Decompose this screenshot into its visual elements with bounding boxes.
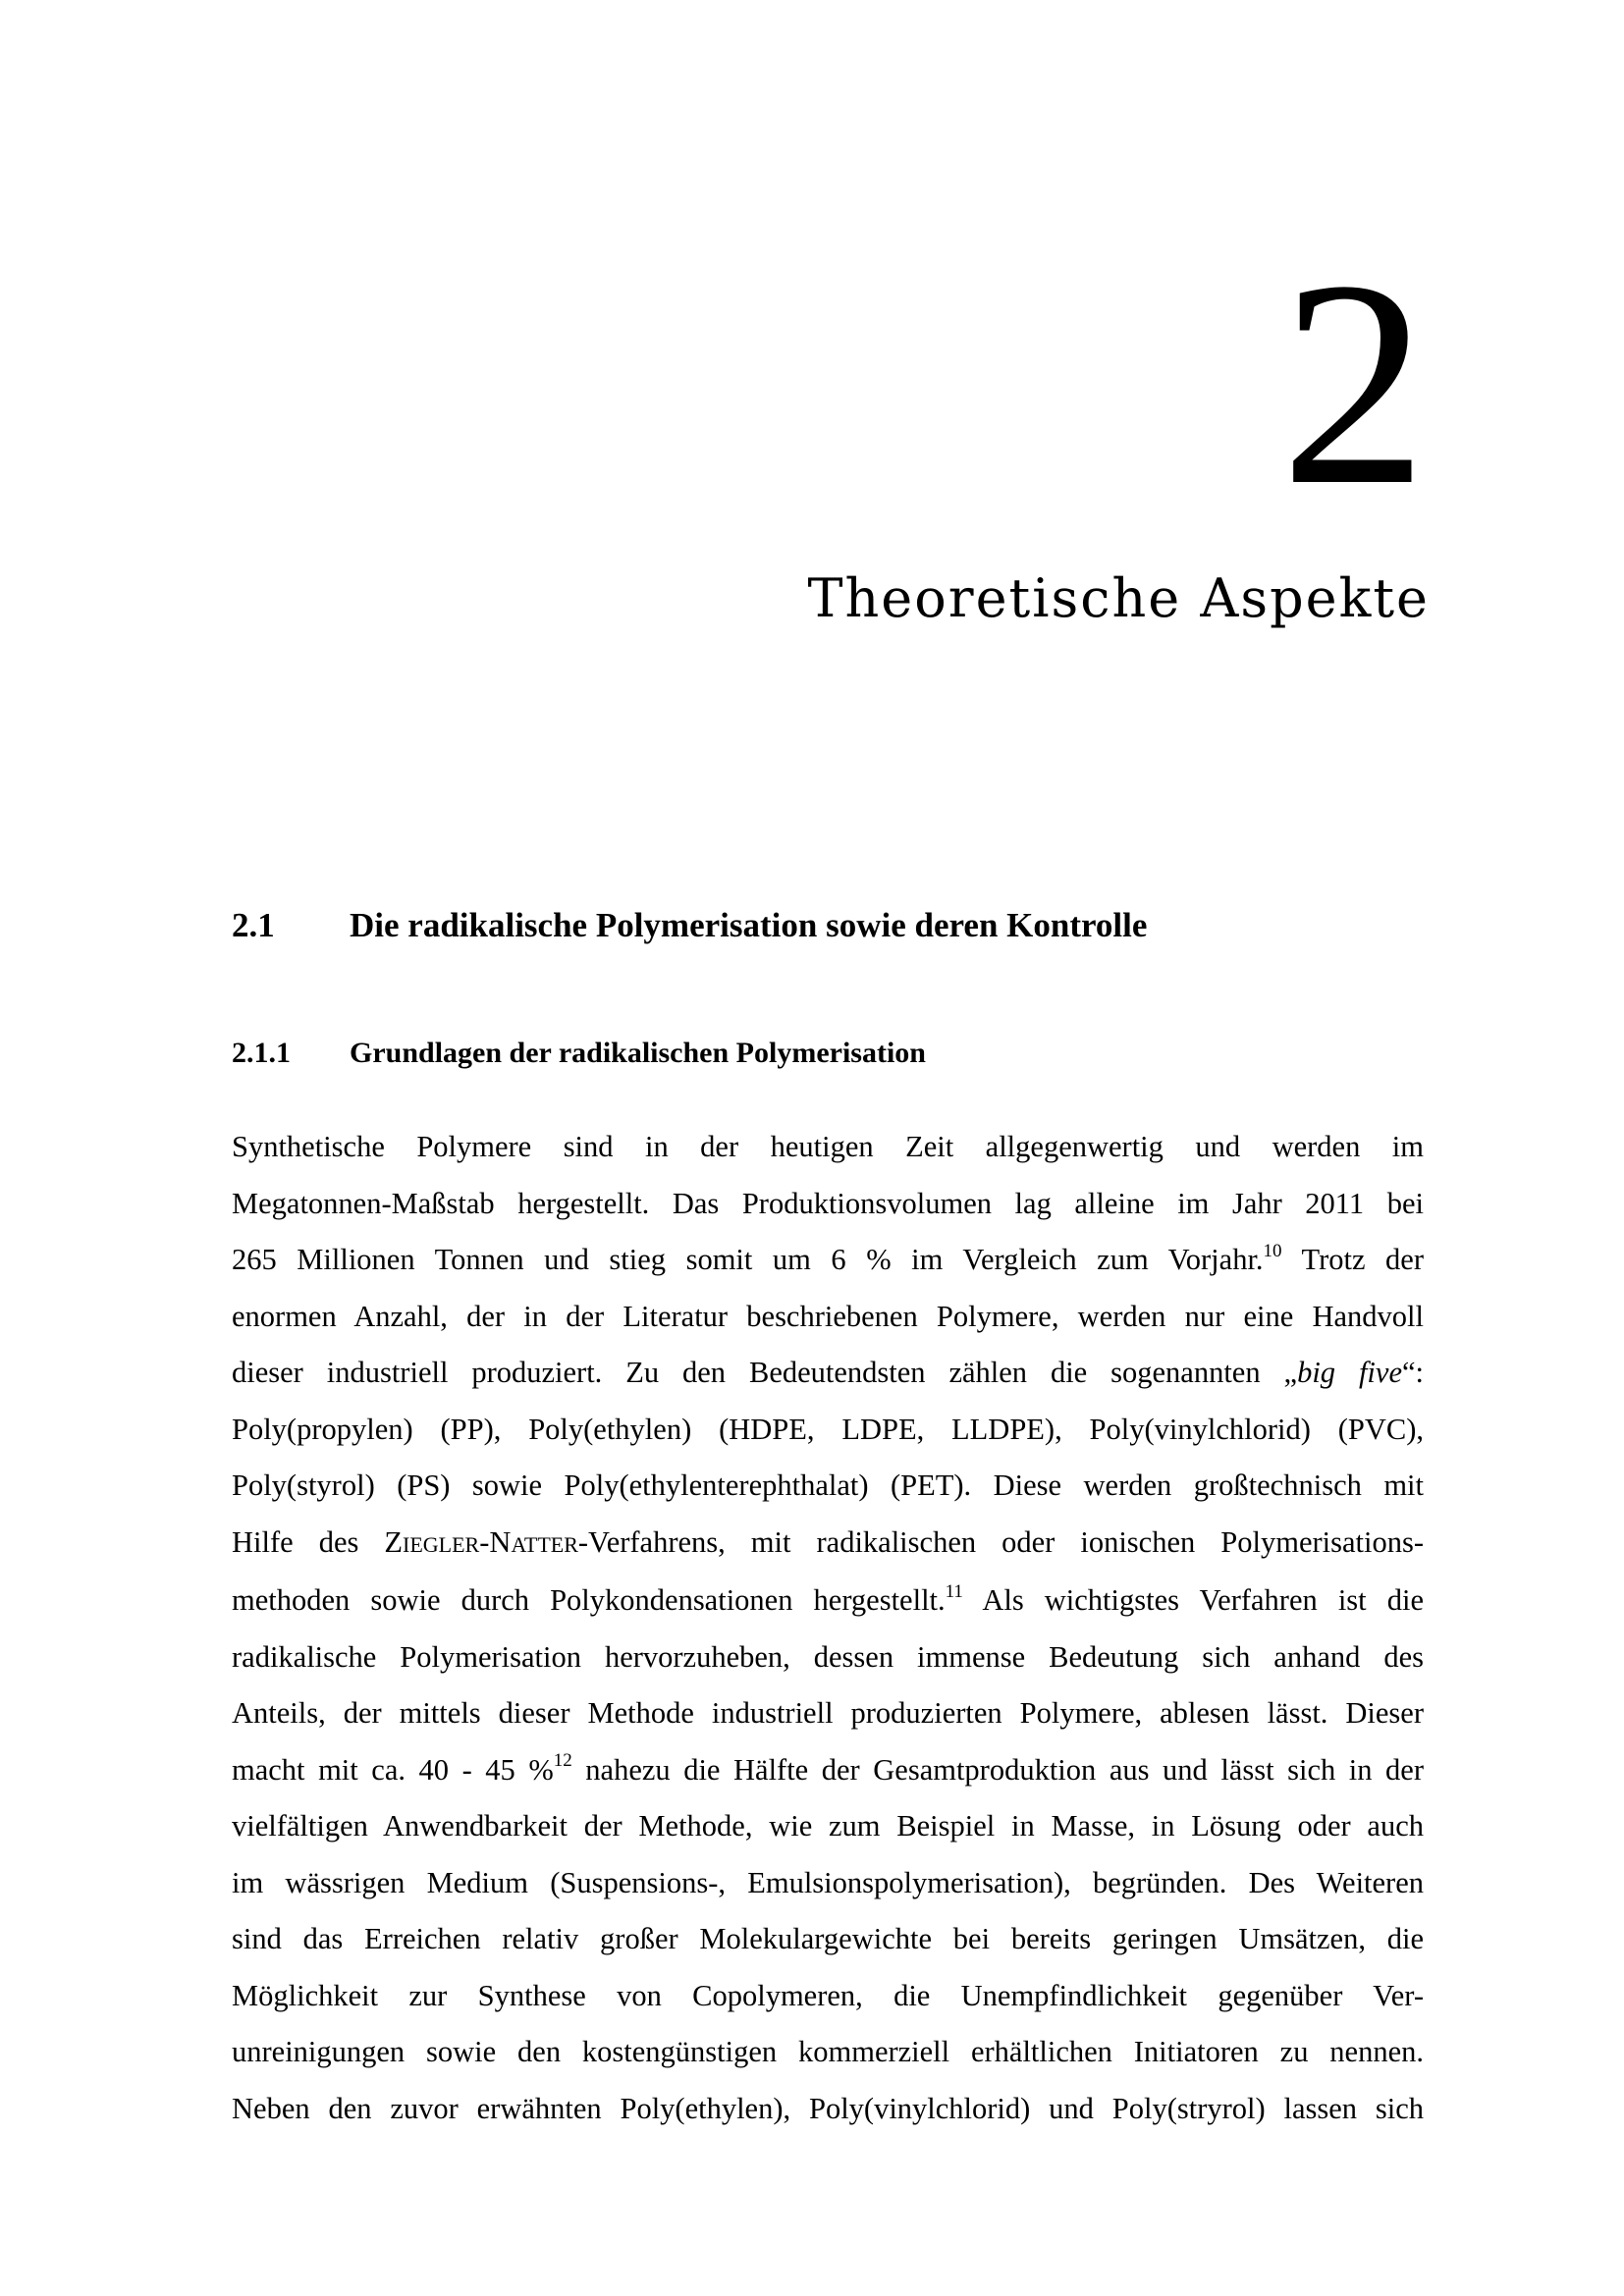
subsection-heading (232, 1037, 926, 1070)
text-line: methoden sowie durch Polykondensationen hergestellt.$^{11}$ Als wichtigstes Verfahren ist die (232, 1580, 1424, 1617)
text-line: Poly(styrol) (PS) sowie Poly(ethylenterephthalat) (PET). Diese werden großtechnisch mit (232, 1468, 1424, 1502)
small-caps-name: ZIEGLER-NATTER (384, 1524, 578, 1559)
text-line: unreinigungen sowie den kostengünstigen kommerziell erhältlichen Initiatoren zu nennen. (232, 2035, 1424, 2068)
text-line: Möglichkeit zur Synthese von Copolymeren, die Unempfindlichkeit gegenüber Ver- (232, 1978, 1424, 2012)
text-line: Anteils, der mittels dieser Methode industriell produzierten Polymere, ablesen lässt. Dieser (232, 1696, 1424, 1730)
subsection-number: 2.1.1 (232, 1037, 291, 1069)
text-line: sind das Erreichen relativ großer Molekulargewichte bei bereits geringen Umsätzen, die (232, 1922, 1424, 1955)
text-line: Poly(propylen) (PP), Poly(ethylen) (HDPE, LDPE, LLDPE), Poly(vinylchlorid) (PVC), (232, 1412, 1424, 1446)
text-line: 265 Millionen Tonnen und stieg somit um 6 % im Vergleich zum Vorjahr.$^{10}$ Trotz der (232, 1240, 1424, 1276)
footnote-ref: 11 (945, 1580, 963, 1602)
section-title: Die radikalische Polymerisation sowie deren Kontrolle (350, 906, 1148, 944)
footnote-ref: 10 (1263, 1240, 1282, 1261)
section-heading (232, 906, 1147, 945)
emphasis-text: big five (1297, 1356, 1402, 1389)
text-line: Synthetische Polymere sind in der heutigen Zeit allgegenwertig und werden im (232, 1130, 1424, 1163)
text-line: vielfältigen Anwendbarkeit der Methode, wie zum Beispiel in Masse, in Lösung oder auch (232, 1809, 1424, 1842)
subsection-title: Grundlagen der radikalischen Polymerisation (350, 1037, 926, 1069)
body-paragraph (232, 1119, 1424, 2137)
section-number: 2.1 (232, 906, 275, 944)
chapter-number: 2 (1280, 220, 1428, 546)
text-line: Hilfe des ZIEGLER-NATTER-Verfahrens, mit radikalischen oder ionischen Polymerisations- (232, 1524, 1424, 1559)
text-line: dieser industriell produziert. Zu den Bedeutendsten zählen die sogenannten „big five“: (232, 1356, 1424, 1389)
text-line: enormen Anzahl, der in der Literatur beschriebenen Polymere, werden nur eine Handvoll (232, 1299, 1424, 1333)
text-line: Megatonnen-Maßstab hergestellt. Das Produktionsvolumen lag alleine im Jahr 2011 bei (232, 1186, 1424, 1220)
chapter-title: Theoretische Aspekte (807, 567, 1430, 629)
text-line: radikalische Polymerisation hervorzuheben, dessen immense Bedeutung sich anhand des (232, 1639, 1424, 1674)
text-line: macht mit ca. 40 - 45 %$^{12}$ nahezu die Hälfte der Gesamtproduktion aus und lässt sich in der (232, 1750, 1424, 1787)
footnote-ref: 12 (553, 1750, 572, 1772)
text-line: im wässrigen Medium (Suspensions-, Emulsionspolymerisation), begründen. Des Weiteren (232, 1865, 1424, 1899)
text-line: Neben den zuvor erwähnten Poly(ethylen), Poly(vinylchlorid) und Poly(stryrol) lassen sich (232, 2091, 1424, 2125)
